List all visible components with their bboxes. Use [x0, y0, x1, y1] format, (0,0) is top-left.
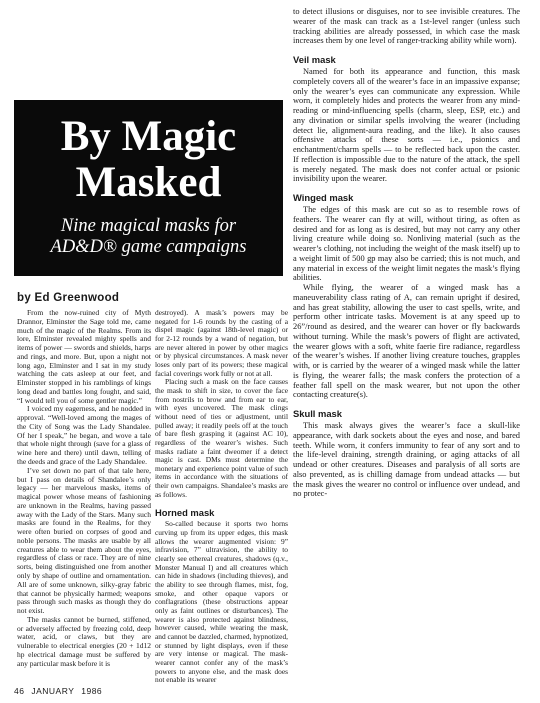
paragraph: Named for both its appearance and function, this mask completely covers all of the wearer’s face in an impassive expanse; only the wearer’s eyes can communicate any expression. While worn, it completely hides and protects the wearer from any mind-reading or mind-influencing spells (charm, sleep, ESP, etc.) and any divination or similar spells involving the wearer (including detect lie, alignment-aura reading, and the like). It also causes offensive attacks of these sorts — i.e., psionics and enchantment/charm spells — to be reflected back upon the caster. If reflection is impossible due to the nature of the attack, the spell is merely negated. The mask does not confer actual or psionic invisibility upon the wearer.: [293, 67, 520, 184]
paragraph: So-called because it sports two horns curving up from its upper edges, this mask allows the wearer augmented vision: 9” infravision, 7” ultravision, the ability to clearly see ethereal creatures, shadows (q.v., Monster Manual I) and all creatures which can hide in shadows (including thieves), and the ability to see through flames, mist, fog, smoke, and other opaque vapors or conflagrations (these obstructions appear only as faint outlines or disturbances). The wearer is also protected against blindness, however caused, while wearing the mask, and cannot be dazzled, charmed, hypnotized, or stunned by light displays, even if these are very intense or magical. The mask-wearer cannot confer any of the mask’s powers to anyone else, and the mask does not enable its wearer: [155, 519, 288, 685]
title-banner: [14, 100, 283, 276]
article-title-line1: By Magic: [60, 113, 237, 160]
paragraph: The masks cannot be burned, stiffened, or adversely affected by freezing cold, deep water, acid, or claws, but they are vulnerable to electrical energies (20 + 1d12 hp electrical damage must be suffered by any particular mask before it is: [17, 614, 151, 668]
section-heading-winged-mask: Winged mask: [293, 192, 354, 203]
byline: by Ed Greenwood: [17, 292, 120, 304]
column-3: [293, 7, 520, 693]
column-2: [155, 309, 288, 685]
article-subtitle: [14, 216, 283, 258]
subtitle-line1: Nine magical masks for: [60, 216, 237, 236]
subtitle-line2: AD&D® game campaigns: [50, 237, 247, 257]
paragraph: From the now-ruined city of Myth Drannor, Elminster the Sage told me, came much of the magic of the Realms. From its lore, Elminster revealed mighty spells and items of power — swords and shields, harps and rings, and more. But, upon a night not long ago, Elminster and I sat in my study watching the cats asleep at our feet, and Elminster stopped in his ramblings of kings long dead and battles long fought, and said, “I would tell you of some gentler magic.”: [17, 308, 151, 405]
paragraph: I voiced my eagerness, and he nodded in approval. “Well-loved among the mages of the City of Song was the Lady Shandalee. Of her I speak,” he began, and wove a tale that whole night through (save for a glass of wine here and there) until dawn, telling of the deeds and grace of the Lady Shandalee.: [17, 404, 151, 467]
column-1: [17, 309, 151, 685]
paragraph: I’ve set down no part of that tale here, but I pass on details of Shandalee’s only legacy — her marvelous masks, items of magical power whose means of fashioning are unknown in the Realms, having passed away with the Lady of the Stars. Many such masks are found in the Realms, for they were often buried on corpses of good and noble persons. The masks are usable by all creatures able to wear them about the eyes, regardless of class or race. They are of nine sorts, being distinguished one from another only by shape of outline and ornamentation. All are of some unknown, silky-gray fabric that cannot be physically harmed; weapons pass through such masks as though they do not exist.: [17, 465, 151, 616]
page-footer: [14, 686, 106, 696]
paragraph: The edges of this mask are cut so as to resemble rows of feathers. The wearer can fly at will, without tiring, as often as desired and for as long as is desired, but may not carry any other living creature while doing so. Nonliving material (such as the wearer’s clothing, not including the weight of the mask itself) up to a weight limit of 500 gp may also be carried; this is not much, and any material in excess of the weight limit negates the mask’s flying abilities.: [293, 205, 520, 283]
section-heading-horned-mask: Horned mask: [155, 507, 215, 519]
section-heading-skull-mask: Skull mask: [293, 408, 342, 419]
article-title-line2: Masked: [75, 159, 222, 206]
paragraph: While flying, the wearer of a winged mask has a maneuverability class rating of A, can remain upright if desired, and has great stability, allowing the user to cast spells, write, and perform other intricate tasks. Movement is at any speed up to 26”/round as desired, and the wearer can hover or fly backwards without turning. While the mask’s powers of flight are activated, the wearer glows with a soft, white faerie fire radiance, regardless of the wearer’s wishes. If another living creature touches, grapples with, or is carried by the wearer of a winged mask while the latter is flying, the wearer falls; the mask confers the protection of a feather fall spell on the mask wearer, but not upon the other contacting creature(s).: [293, 283, 520, 400]
paragraph: This mask always gives the wearer’s face a skull-like appearance, with dark sockets about the eyes and nose, and bared teeth. While worn, it confers immunity to fear of any sort and to the life-level draining, strength draining, or aging attacks of all undead or other creatures. Diseases and paralysis of all sorts are also prevented, as is chilling damage from undead attacks — but the mask gives the wearer no control or influence over undead, and no protec-: [293, 421, 520, 499]
paragraph: to detect illusions or disguises, nor to see invisible creatures. The wearer of the mask can track as a 1st-level ranger (unless such tracking abilities are already possessed, in which case the mask increases them by one level of ranger-tracking ability while worn).: [293, 7, 520, 46]
section-heading-veil-mask: Veil mask: [293, 54, 336, 65]
page-number: 46: [14, 686, 25, 696]
issue-year: 1986: [81, 686, 103, 696]
issue-month: JANUARY: [31, 686, 75, 696]
paragraph: Placing such a mask on the face causes the mask to shift in size, to cover the face from nostrils to brow and from ear to ear, with eyes uncovered. The mask clings without need of ties or adjustment, until pulled away; it readily peels off at the touch of bare flesh grasping it (against AC 10), regardless of the wearer’s wishes. Such masks radiate a faint dweomer if a detect magic is cast. DMs must determine the monetary and experience point value of such items in accordance with the situations of their own campaigns. Shandalee’s masks are as follows.: [155, 377, 288, 499]
paragraph: destroyed). A mask’s powers may be negated for 1-6 rounds by the casting of a dispel magic (against 18th-level magic) or for 2-12 rounds by a wand of negation, but are never altered in power by other magics or by physical circumstances. A mask never loses only part of its powers; these magical facial coverings work fully or not at all.: [155, 308, 288, 378]
